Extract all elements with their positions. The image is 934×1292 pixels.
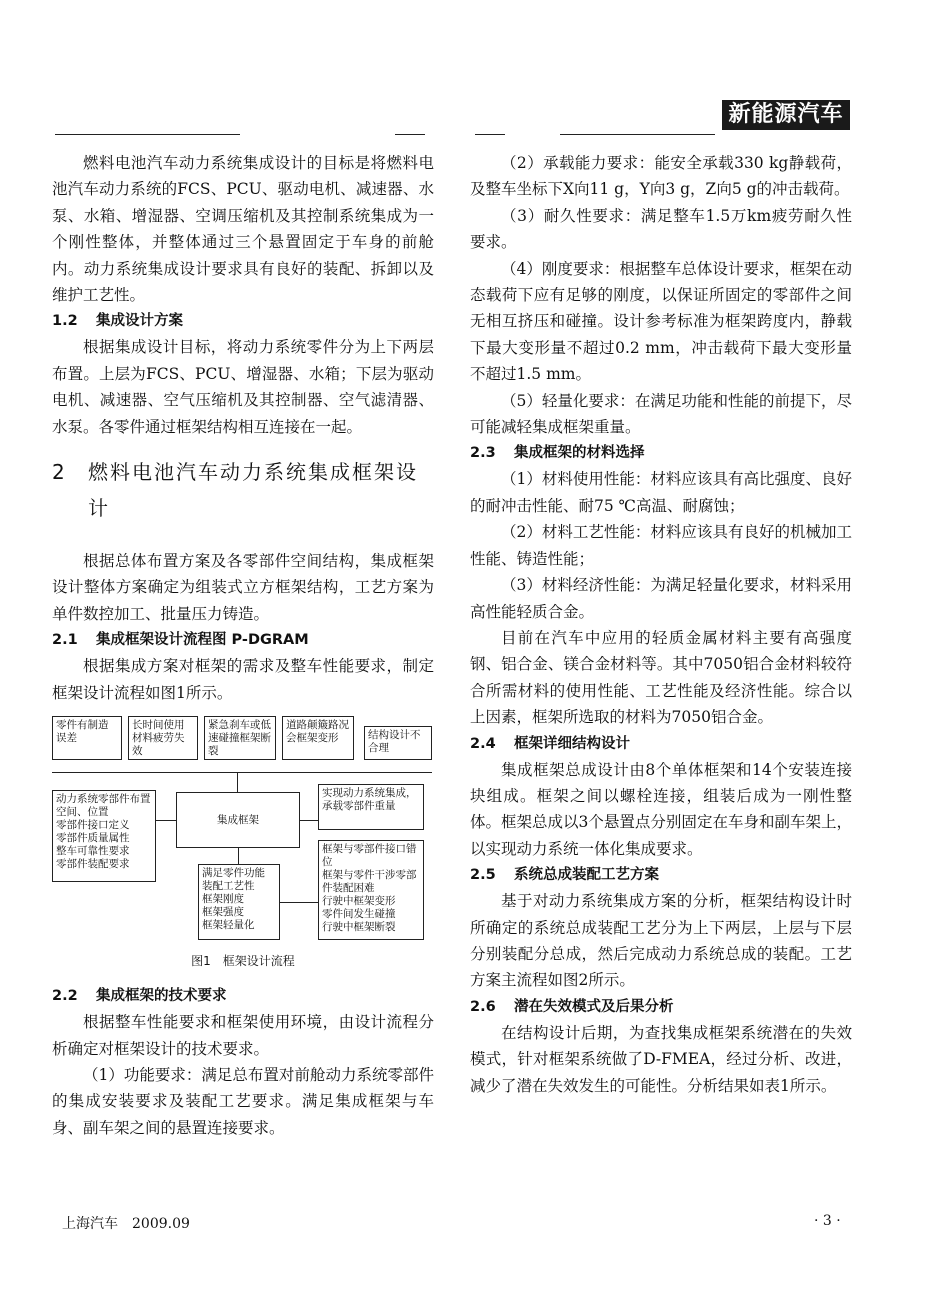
paragraph: 燃料电池汽车动力系统集成设计的目标是将燃料电池汽车动力系统的FCS、PCU、驱动电机、减速器、水泵、水箱、增湿器、空调压缩机及其控制系统集成为一个刚性整体，并整体通过三个悬置固定于车身的前舱内。动力系统集成设计要求具有良好的装配、拆卸以及维护工艺性。 xyxy=(52,154,434,305)
section-title-2: 2 燃料电池汽车动力系统集成框架设计 xyxy=(52,460,418,521)
paragraph: 根据集成方案对框架的需求及整车性能要求，制定框架设计流程如图1所示。 xyxy=(52,657,434,702)
figure-caption: 图1 框架设计流程 xyxy=(191,954,295,969)
section-tag: 新能源汽车 xyxy=(722,100,850,130)
paragraph: （4）刚度要求：根据整车总体设计要求，框架在动态载荷下应有足够的刚度，以保证所固定的零部件之间无相互挤压和碰撞。设计参考标准为框架跨度内，静载下最大变形量不超过0.2 mm，冲击载荷下最大变形量不超过1.5 mm。 xyxy=(470,259,852,384)
flow-connector xyxy=(238,848,239,864)
heading-1-2: 1.2 集成设计方案 xyxy=(52,313,183,330)
flow-box-emergency-braking: 紧急刹车或低速碰撞框架断裂 xyxy=(204,716,276,760)
heading-2-1: 2.1 集成框架设计流程图 P-DGRAM xyxy=(52,632,309,649)
paragraph: （3）耐久性要求：满足整车1.5万km疲劳耐久性要求。 xyxy=(470,206,852,252)
paragraph: （1）材料使用性能：材料应该具有高比强度、良好的耐冲击性能、耐75 ℃高温、耐腐蚀； xyxy=(470,470,852,515)
header-rule-mid-left xyxy=(395,134,425,135)
heading-2-6: 2.6 潜在失效模式及后果分析 xyxy=(470,998,674,1015)
flowchart xyxy=(52,716,434,946)
flow-box-failure-modes: 框架与零部件接口错位 框架与零件干涉零部件装配困难 行驶中框架变形 零件间发生碰撞 行驶中框架断裂 xyxy=(318,840,424,940)
flow-connector xyxy=(52,772,432,773)
header-rule-right xyxy=(560,134,715,135)
page-number: · 3 · xyxy=(814,1213,841,1229)
flow-connector xyxy=(280,902,318,903)
paragraph: 集成框架总成设计由8个单体框架和14个安装连接块组成。框架之间以螺栓连接，组装后成为一刚性整体。框架总成以3个悬置点分别固定在车身和副车架上，以实现动力系统一体化集成要求。 xyxy=(470,760,852,858)
heading-2-4: 2.4 框架详细结构设计 xyxy=(470,735,630,752)
paragraph: 基于对动力系统集成方案的分析，框架结构设计时所确定的系统总成装配工艺分为上下两层，上层与下层分别装配分总成，然后完成动力系统总成的装配。工艺方案主流程如图2所示。 xyxy=(470,892,852,990)
header-rule-mid-right xyxy=(475,134,505,135)
flow-connector xyxy=(156,820,176,821)
paragraph: （3）材料经济性能：为满足轻量化要求，材料采用高性能轻质合金。 xyxy=(470,576,852,621)
journal-footer: 上海汽车 2009.09 xyxy=(62,1216,190,1232)
paragraph: 根据集成设计目标，将动力系统零件分为上下两层布置。上层为FCS、PCU、增湿器、水箱；下层为驱动电机、减速器、空气压缩机及其控制器、空气滤清器、水泵。各零件通过框架结构相互连接在一起。 xyxy=(52,338,434,436)
flow-connector xyxy=(300,820,318,821)
flow-box-criteria: 满足零件功能 装配工艺性 框架刚度 框架强度 框架轻量化 xyxy=(198,864,280,940)
flow-box-integrated-frame: 集成框架 xyxy=(176,792,300,848)
paragraph: （2）承载能力要求：能安全承载330 kg静载荷，及整车坐标下X向11 g，Y向3 g，Z向5 g的冲击载荷。 xyxy=(470,154,852,199)
flow-box-road-bumps: 道路颠簸路况会框架变形 xyxy=(282,716,354,760)
flow-box-requirements: 动力系统零部件布置空间、位置 零部件接口定义 零部件质量属性 整车可靠性要求 零部件装配要求 xyxy=(52,790,156,882)
paragraph: （5）轻量化要求：在满足功能和性能的前提下，尽可能减轻集成框架重量。 xyxy=(470,391,852,437)
heading-2-3: 2.3 集成框架的材料选择 xyxy=(470,445,645,462)
heading-2-2: 2.2 集成框架的技术要求 xyxy=(52,988,227,1005)
paragraph: （2）材料工艺性能：材料应该具有良好的机械加工性能、铸造性能； xyxy=(470,523,852,568)
right-column xyxy=(470,150,852,1099)
flow-connector xyxy=(237,772,238,792)
paragraph: （1）功能要求：满足总布置对前舱动力系统零部件的集成安装要求及装配工艺要求。满足集成框架与车身、副车架之间的悬置连接要求。 xyxy=(52,1065,434,1137)
paragraph: 目前在汽车中应用的轻质金属材料主要有高强度钢、铝合金、镁合金材料等。其中7050铝合金材料较符合所需材料的使用性能、工艺性能及经济性能。综合以上因素，框架所选取的材料为7050铝合金。 xyxy=(470,628,852,727)
paragraph: 根据总体布置方案及各零部件空间结构，集成框架设计整体方案确定为组装式立方框架结构，工艺方案为单件数控加工、批量压力铸造。 xyxy=(52,552,434,623)
flow-box-bad-design: 结构设计不合理 xyxy=(364,726,432,760)
flow-box-manufacturing-error: 零件有制造误差 xyxy=(52,716,122,760)
flow-box-goal: 实现动力系统集成，承载零部件重量 xyxy=(318,784,424,830)
flow-box-fatigue: 长时间使用材料疲劳失效 xyxy=(128,716,198,760)
header-rule-left xyxy=(55,134,240,135)
paragraph: 根据整车性能要求和框架使用环境，由设计流程分析确定对框架设计的技术要求。 xyxy=(52,1013,434,1058)
heading-2-5: 2.5 系统总成装配工艺方案 xyxy=(470,867,659,884)
paragraph: 在结构设计后期，为查找集成框架系统潜在的失效模式，针对框架系统做了D-FMEA，经过分析、改进，减少了潜在失效发生的可能性。分析结果如表1所示。 xyxy=(470,1023,852,1095)
left-column xyxy=(52,150,434,1141)
